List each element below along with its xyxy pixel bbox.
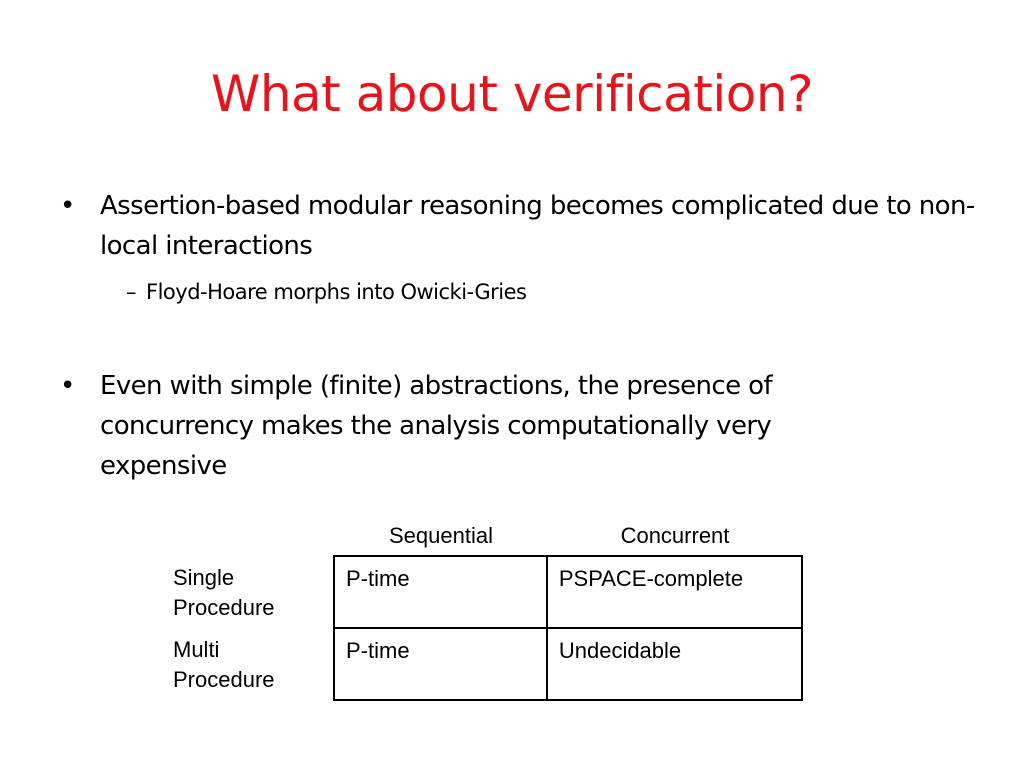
- row-header-line: Single: [173, 565, 235, 590]
- table-cell: Undecidable: [547, 628, 802, 700]
- row-header-line: Procedure: [173, 667, 275, 692]
- table-row: [334, 556, 802, 628]
- table-cell: P-time: [334, 556, 547, 628]
- bullet-text-finite-abstractions: Even with simple (finite) abstractions, the presence of concurrency makes the analysis computationally very expensive: [100, 371, 773, 481]
- slide-title: What about verification?: [210, 65, 814, 123]
- row-header-line: Multi: [173, 637, 220, 662]
- row-header-single-procedure: [173, 563, 323, 623]
- complexity-table: [333, 555, 803, 701]
- bullet-marker: •: [60, 371, 76, 401]
- table-cell: P-time: [334, 628, 547, 700]
- table-cell: PSPACE-complete: [547, 556, 802, 628]
- sub-bullet-text-floyd-hoare: Floyd-Hoare morphs into Owicki-Gries: [146, 280, 527, 304]
- column-header-sequential: Sequential: [389, 523, 493, 548]
- bullet-text-assertion-based: Assertion-based modular reasoning becomes complicated due to non-local interactions: [100, 191, 975, 261]
- row-header-multi-procedure: [173, 635, 323, 695]
- bullet-marker: •: [60, 191, 76, 221]
- row-header-line: Procedure: [173, 595, 275, 620]
- sub-bullet-marker: –: [126, 280, 137, 304]
- table-row: [334, 628, 802, 700]
- column-header-concurrent: Concurrent: [620, 523, 730, 548]
